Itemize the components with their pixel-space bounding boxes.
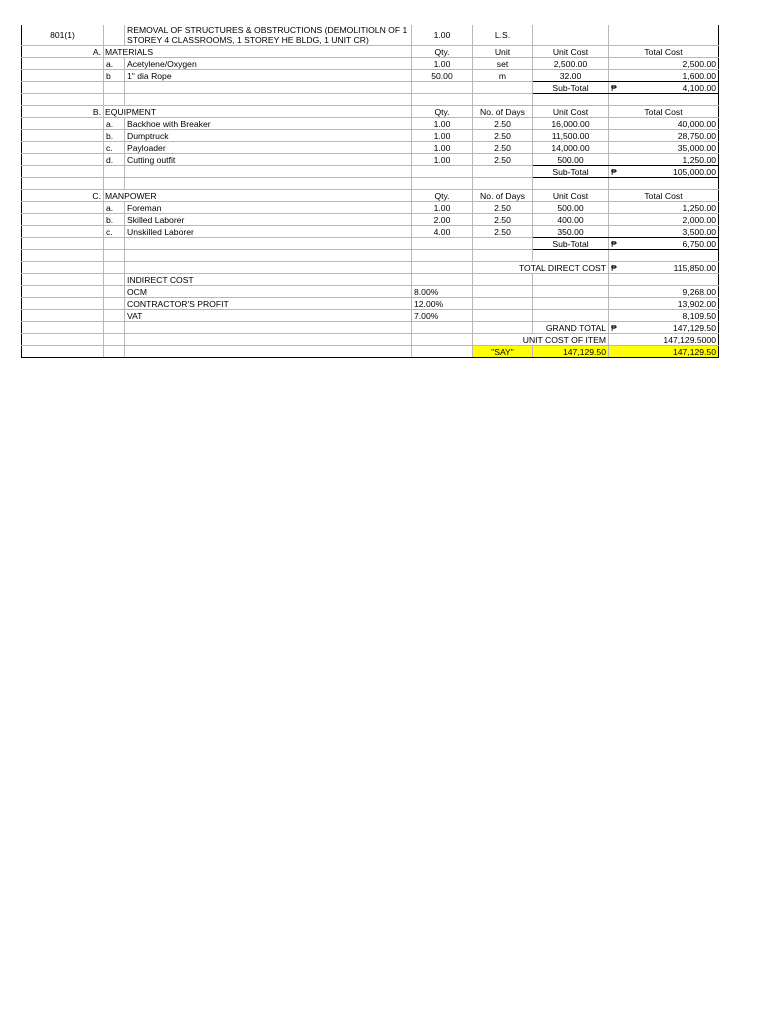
row-unit-cost: 11,500.00 (533, 130, 609, 142)
row-name: 1" dia Rope (125, 70, 412, 82)
row-days: 2.50 (473, 142, 533, 154)
currency-symbol: ₱ (609, 322, 623, 334)
currency-symbol: ₱ (609, 82, 623, 94)
row-qty: 1.00 (412, 154, 473, 166)
currency-symbol: ₱ (609, 262, 623, 274)
row-letter: b (104, 70, 125, 82)
row-letter: a. (104, 58, 125, 70)
indirect-name: CONTRACTOR'S PROFIT (125, 298, 412, 310)
row-total: 28,750.00 (609, 130, 719, 142)
manpower-header-row (22, 190, 719, 202)
row-total: 35,000.00 (609, 142, 719, 154)
row-letter: a. (104, 202, 125, 214)
indirect-cost-title: INDIRECT COST (125, 274, 412, 286)
row-qty: 4.00 (412, 226, 473, 238)
row-name: Backhoe with Breaker (125, 118, 412, 130)
table-row (22, 298, 719, 310)
equipment-header-row (22, 106, 719, 118)
manpower-title: MANPOWER (104, 190, 412, 202)
materials-header-row (22, 46, 719, 58)
say-value: 147,129.50 (533, 346, 609, 358)
row-days: 2.50 (473, 226, 533, 238)
manpower-subtotal: 6,750.00 (623, 238, 719, 250)
row-total: 1,250.00 (609, 154, 719, 166)
row-qty: 1.00 (412, 202, 473, 214)
indirect-rate: 12.00% (412, 298, 473, 310)
item-qty: 1.00 (412, 25, 473, 46)
row-letter: c. (104, 142, 125, 154)
total-direct-cost: 115,850.00 (623, 262, 719, 274)
row-unit-cost: 32.00 (533, 70, 609, 82)
unit-cost-of-item-row (22, 334, 719, 346)
row-days: 2.50 (473, 118, 533, 130)
say-total: 147,129.50 (609, 346, 719, 358)
col-header-unit-cost: Unit Cost (533, 106, 609, 118)
row-name: Cutting outfit (125, 154, 412, 166)
equipment-subtotal-row (22, 166, 719, 178)
row-letter: a. (104, 118, 125, 130)
indirect-value: 8,109.50 (609, 310, 719, 322)
indirect-value: 9,268.00 (609, 286, 719, 298)
row-qty: 2.00 (412, 214, 473, 226)
row-total: 1,600.00 (609, 70, 719, 82)
table-row (22, 142, 719, 154)
equipment-title: EQUIPMENT (104, 106, 412, 118)
row-unit-cost: 500.00 (533, 154, 609, 166)
row-total: 1,250.00 (609, 202, 719, 214)
subtotal-label: Sub-Total (533, 166, 609, 178)
col-header-days: No. of Days (473, 190, 533, 202)
col-header-unit-cost: Unit Cost (533, 46, 609, 58)
item-description: REMOVAL OF STRUCTURES & OBSTRUCTIONS (DEMOLITIOLN OF 1 STOREY 4 CLASSROOMS, 1 STOREY HE BLDG, 1 UNIT CR) (125, 25, 412, 46)
indirect-name: OCM (125, 286, 412, 298)
grand-total-row (22, 322, 719, 334)
row-days: 2.50 (473, 202, 533, 214)
row-total: 2,000.00 (609, 214, 719, 226)
materials-subtotal: 4,100.00 (623, 82, 719, 94)
row-unit: m (473, 70, 533, 82)
subtotal-label: Sub-Total (533, 238, 609, 250)
say-row (22, 346, 719, 358)
unit-cost-of-item-label: UNIT COST OF ITEM (473, 334, 609, 346)
table-row (22, 58, 719, 70)
materials-title: MATERIALS (104, 46, 412, 58)
row-name: Skilled Laborer (125, 214, 412, 226)
item-row (22, 25, 719, 46)
currency-symbol: ₱ (609, 238, 623, 250)
row-name: Foreman (125, 202, 412, 214)
col-header-unit: Unit (473, 46, 533, 58)
total-direct-cost-label: TOTAL DIRECT COST (473, 262, 609, 274)
table-row (22, 202, 719, 214)
row-qty: 50.00 (412, 70, 473, 82)
col-header-unit-cost: Unit Cost (533, 190, 609, 202)
currency-symbol: ₱ (609, 166, 623, 178)
table-row (22, 130, 719, 142)
materials-subtotal-row (22, 82, 719, 94)
indirect-cost-header-row (22, 274, 719, 286)
indirect-rate: 8.00% (412, 286, 473, 298)
row-name: Acetylene/Oxygen (125, 58, 412, 70)
row-total: 3,500.00 (609, 226, 719, 238)
table-row (22, 286, 719, 298)
col-header-days: No. of Days (473, 106, 533, 118)
grand-total-label: GRAND TOTAL (533, 322, 609, 334)
row-qty: 1.00 (412, 130, 473, 142)
row-name: Payloader (125, 142, 412, 154)
row-name: Unskilled Laborer (125, 226, 412, 238)
row-name: Dumptruck (125, 130, 412, 142)
manpower-subtotal-row (22, 238, 719, 250)
row-days: 2.50 (473, 214, 533, 226)
table-row (22, 118, 719, 130)
cost-estimate-sheet (21, 25, 719, 358)
total-direct-cost-row (22, 262, 719, 274)
row-qty: 1.00 (412, 58, 473, 70)
table-row (22, 70, 719, 82)
indirect-rate: 7.00% (412, 310, 473, 322)
equipment-subtotal: 105,000.00 (623, 166, 719, 178)
row-letter: b. (104, 214, 125, 226)
row-unit-cost: 16,000.00 (533, 118, 609, 130)
row-total: 2,500.00 (609, 58, 719, 70)
indirect-value: 13,902.00 (609, 298, 719, 310)
row-days: 2.50 (473, 154, 533, 166)
col-header-qty: Qty. (412, 46, 473, 58)
row-unit: set (473, 58, 533, 70)
table-row (22, 154, 719, 166)
col-header-total-cost: Total Cost (609, 106, 719, 118)
manpower-letter: C. (22, 190, 104, 202)
col-header-qty: Qty. (412, 190, 473, 202)
item-no: 801(1) (22, 25, 104, 46)
equipment-letter: B. (22, 106, 104, 118)
row-unit-cost: 400.00 (533, 214, 609, 226)
indirect-name: VAT (125, 310, 412, 322)
materials-letter: A. (22, 46, 104, 58)
row-letter: c. (104, 226, 125, 238)
row-unit-cost: 500.00 (533, 202, 609, 214)
col-header-total-cost: Total Cost (609, 46, 719, 58)
row-qty: 1.00 (412, 142, 473, 154)
subtotal-label: Sub-Total (533, 82, 609, 94)
col-header-qty: Qty. (412, 106, 473, 118)
row-unit-cost: 350.00 (533, 226, 609, 238)
row-letter: d. (104, 154, 125, 166)
row-letter: b. (104, 130, 125, 142)
say-label: "SAY" (473, 346, 533, 358)
table-row (22, 226, 719, 238)
grand-total: 147,129.50 (623, 322, 719, 334)
row-qty: 1.00 (412, 118, 473, 130)
unit-cost-of-item: 147,129.5000 (609, 334, 719, 346)
row-total: 40,000.00 (609, 118, 719, 130)
item-unit: L.S. (473, 25, 533, 46)
row-unit-cost: 2,500.00 (533, 58, 609, 70)
row-days: 2.50 (473, 130, 533, 142)
row-unit-cost: 14,000.00 (533, 142, 609, 154)
col-header-total-cost: Total Cost (609, 190, 719, 202)
table-row (22, 310, 719, 322)
table-row (22, 214, 719, 226)
